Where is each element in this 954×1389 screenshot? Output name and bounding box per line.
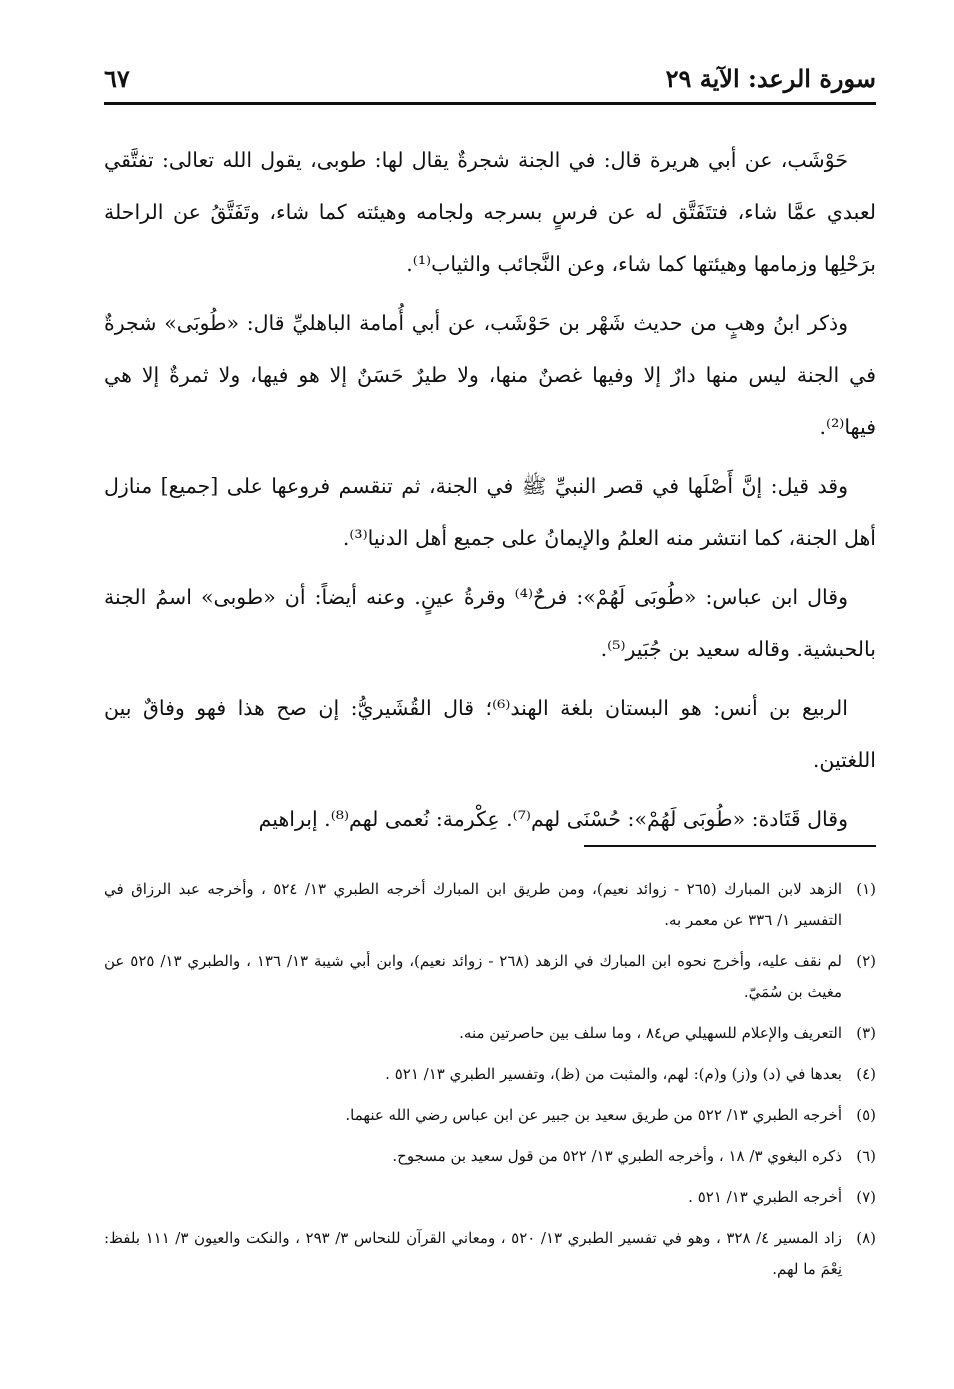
footnote-text: زاد المسير ٤/ ٣٢٨ ، وهو في تفسير الطبري ١٣/ ٥٢٠ ، ومعاني القرآن للنحاس ٣/ ٢٩٣ ، والنكت والعيون ٣/ ١١١ بلفظ: نِعْمَ ما لهم. (104, 1229, 842, 1278)
paragraph: وقد قيل: إنَّ أَصْلَها في قصر النبيِّ ﷺ في الجنة، ثم تنقسم فروعها على [جميع] منازل أهل الجنة، كما انتشر منه العلمُ والإيمانُ على جميع أهل الدنيا⁽³⁾. (104, 474, 876, 550)
footnote-number: (١) (856, 880, 876, 898)
footnote-number: (٢) (856, 952, 876, 970)
footnote (104, 874, 876, 936)
page-number: ٦٧ (104, 64, 130, 93)
footnote-number: (٤) (856, 1065, 876, 1083)
paragraph: الربيع بن أنس: هو البستان بلغة الهند⁽⁶⁾؛ قال القُشَيريُّ: إن صح هذا فهو وفاقٌ بين اللغتين. (104, 696, 876, 772)
footnote (104, 1018, 876, 1049)
paragraph: وقال ابن عباس: «طُوبَى لَهُمْ»: فرحٌ⁽⁴⁾ وقرةُ عينٍ. وعنه أيضاً: أن «طوبى» اسمُ الجنة بالحبشية. وقاله سعيد بن جُبَير⁽⁵⁾. (104, 585, 876, 661)
footnote (104, 1100, 876, 1131)
footnote (104, 946, 876, 1008)
footnote (104, 1059, 876, 1090)
main-text (104, 134, 876, 852)
footnote (104, 1182, 876, 1213)
footnote-number: (٨) (856, 1229, 876, 1247)
footnote-text: أخرجه الطبري ١٣/ ٥٢٢ من طريق سعيد بن جبير عن ابن عباس رضي الله عنهما. (345, 1106, 842, 1124)
paragraph: حَوْشَب، عن أبي هريرة قال: في الجنة شجرةٌ يقال لها: طوبى، يقول الله تعالى: تفتَّقي لعبدي عمَّا شاء، فتتَفَتَّق له عن فرسٍ بسرجه ولجامه وهيئته كما شاء، وتَفَتَّقُ عن الراحلة برَحْلِها وزمامها وهيئتها كما شاء، وعن النَّجائب والثياب⁽¹⁾. (104, 148, 876, 276)
footnote (104, 1223, 876, 1285)
footnote-number: (٣) (856, 1024, 876, 1042)
paragraph: وذكر ابنُ وهبٍ من حديث شَهْر بن حَوْشَب، عن أبي أُمامة الباهليِّ قال: «طُوبَى» شجرةٌ في الجنة ليس منها دارٌ إلا وفيها غصنٌ منها، ولا طيرٌ حَسَنٌ إلا هو فيها، ولا ثمرةٌ إلا هي فيها⁽²⁾. (104, 311, 876, 439)
footnote-number: (٥) (856, 1106, 876, 1124)
footnote-separator (584, 845, 876, 847)
footnote-number: (٦) (856, 1147, 876, 1165)
footnote-text: التعريف والإعلام للسهيلي ص٨٤ ، وما سلف بين حاصرتين منه. (459, 1024, 842, 1042)
footnote-text: لم نقف عليه، وأخرج نحوه ابن المبارك في الزهد (٢٦٨ - زوائد نعيم)، وابن أبي شيبة ١٣/ ١٣٦ ، والطبري ١٣/ ٥٢٥ عن مغيث بن سُمَيّ. (104, 952, 842, 1001)
footnote-text: ذكره البغوي ٣/ ١٨ ، وأخرجه الطبري ١٣/ ٥٢٢ من قول سعيد بن مسجوح. (392, 1147, 842, 1165)
footnote-text: أخرجه الطبري ١٣/ ٥٢١ . (688, 1188, 842, 1206)
footnotes (104, 874, 876, 1295)
footnote-text: بعدها في (د) و(ز) و(م): لهم، والمثبت من (ظ)، وتفسير الطبري ١٣/ ٥٢١ . (385, 1065, 842, 1083)
footnote (104, 1141, 876, 1172)
running-title: سورة الرعد: الآية ٢٩ (665, 64, 876, 93)
footnote-number: (٧) (856, 1188, 876, 1206)
footnote-text: الزهد لابن المبارك (٢٦٥ - زوائد نعيم)، ومن طريق ابن المبارك أخرجه الطبري ١٣/ ٥٢٤ ، وأخرجه عبد الرزاق في التفسير ١/ ٣٣٦ عن معمر به. (104, 880, 842, 929)
paragraph: وقال قَتَادة: «طُوبَى لَهُمْ»: حُسْنَى لهم⁽⁷⁾. عِكْرمة: نُعمى لهم⁽⁸⁾. إبراهيم (258, 807, 848, 831)
page-header (104, 62, 876, 105)
